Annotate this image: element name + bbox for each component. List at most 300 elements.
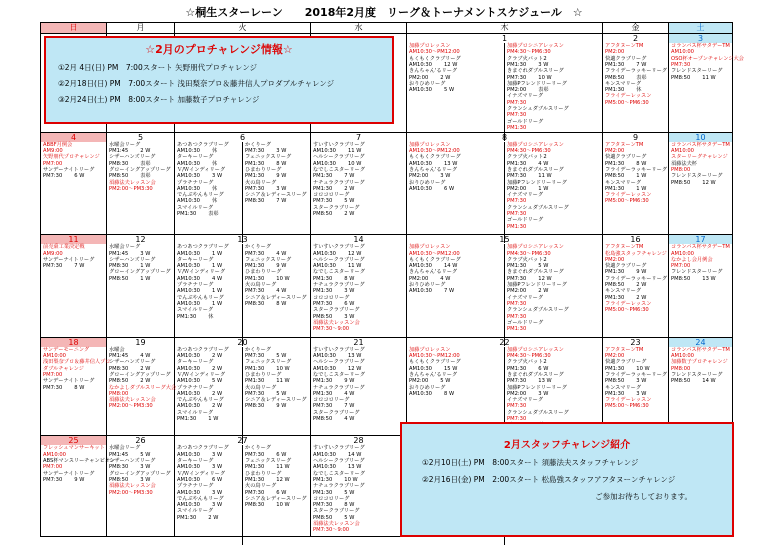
event-line: でんぷやんもリーグ [177,294,224,301]
event-line: AM10:30 4 W [177,275,223,282]
event-line: 須藤法夫レッスン会 [313,521,360,528]
event-line: コロコロリーグ [313,397,350,404]
event-line: シザーハンズリーグ [109,154,156,161]
event-line: キンスマリーグ [605,80,642,87]
event-line: ABBF月例会 [43,141,73,148]
event-line: PM7:30 5 W [313,198,355,205]
event-line: PM7:30 3 W [245,185,287,192]
thursday-columns [407,244,602,346]
pro-challenge-heading: ☆2月のプロチャレンジ情報☆ [145,43,293,56]
day-cell-sun [41,132,107,235]
event-line: プラチナリーグ [177,179,214,186]
event-line: フライデーレッスン [605,192,652,199]
event-line: PM8:30 8 W [245,300,287,307]
event-line: AM10:30 3 W [177,489,223,496]
event-line: ひまわりリーグ [245,166,282,173]
event-line: かくりーグ [245,445,271,452]
event-line: PM8:50 14 W [671,378,716,385]
event-line: なかよし会月例会 [671,256,713,263]
event-line: PM2:00〜PM3:30 [109,403,153,410]
tuesday-columns [175,347,310,445]
event-line: PM1:30 11 W [245,464,290,471]
event-line: スタークラブリーグ [313,204,360,211]
tuesday-right-column [242,142,310,244]
event-line: キンスマリーグ [605,384,642,391]
event-line: ヘルシークラブリーグ [313,256,365,263]
event-line: PM7:30 [507,112,527,119]
event-line: 加藤Pフレンドリーリーグ [507,384,567,391]
event-line: 快適クラブリーグ [605,359,647,366]
event-line: プラチナリーグ [177,384,214,391]
event-line: 水曜会リーグ [109,445,141,452]
event-line: PM2:00 2 W [409,74,451,81]
event-line: グローイングアップリーグ [109,470,171,477]
event-line: AM10:30 13 W [313,464,362,471]
day-cell-sun [41,436,116,537]
event-line: PM7:30 6 W [313,300,355,307]
event-line: PM1:30 5 W [507,263,549,270]
event-line: PM7:30 7 W [313,403,355,410]
event-line: フェニックスリーグ [245,458,292,465]
event-line: フライデーレッスン [605,397,652,404]
event-line: PM1:30 休 [177,313,214,320]
event-line: AM10:00 [43,353,66,360]
event-line: あつあつクラブリーグ [177,141,229,148]
event-line: おりひめリーグ [409,80,446,87]
event-line: でんぷやんもリーグ [177,495,224,502]
event-line: AM10:00 [671,49,694,56]
event-line: グローイングアップリーグ [109,269,171,276]
event-line: PM2:00 [605,49,625,56]
event-line: PM7:30 [507,416,527,423]
event-line: 加藤プロシニアレッスン [507,141,564,148]
event-line: スタークラブリーグ [313,409,360,416]
event-line: AM10:30 2 W [177,403,223,410]
event-line: ゴールドリーグ [507,118,544,125]
event-line: AM10:30 13 W [313,353,362,360]
event-line: Ｖ/Ｗインディリーグ [177,371,226,378]
event-line: 火の鳥リーグ [245,384,277,391]
event-line: PM1:30 2 W [313,185,355,192]
event-line: PM5:00〜PM6:30 [605,307,649,314]
day-cell-fri [603,235,669,338]
event-line: AM10:30 休 [177,160,218,167]
event-line: PM7:30 [507,403,527,410]
day-cell-sat [669,132,733,235]
event-line: AM10:30 休 [177,148,218,155]
event-line: AM10:00 [671,148,694,155]
event-line: PM8:50 表彰 [605,74,647,81]
event-line: 加藤プロシニアレッスン [507,244,564,251]
weekday-sat: 土 [669,23,733,34]
event-line: PM7:30 11 W [507,173,552,180]
event-line: PM1:30 1 W [605,185,647,192]
event-line: コランバス杯サタデーTM [671,244,730,251]
event-line: PM2:00 3 W [507,390,549,397]
event-line: PM1:30 6 W [507,365,549,372]
event-line: PM8:30 7 W [245,198,287,205]
pro-challenge-line: ③2月24日(土) PM 8:00スタート 加藤数子プロチャレンジ [58,95,260,104]
event-line: キンスマリーグ [605,179,642,186]
event-line: PM4:30〜PM6:30 [507,353,551,360]
event-line: フレンドスターリーグ [671,68,723,75]
event-line: なかよしダブルスリーグ大会 [109,384,177,391]
event-line: 快適クラブリーグ [605,55,647,62]
event-line: フェニックスリーグ [245,359,292,366]
event-line: おりひめリーグ [409,179,446,186]
event-line: PM8:50 5 W [313,514,355,521]
weekday-header-row [41,23,733,34]
event-line: PM1:30 [507,223,527,230]
thursday-left-column [407,244,504,346]
event-line: クラブ火バット2 [507,359,547,366]
day-number: 5 [137,132,144,142]
tuesday-right-column [242,347,310,445]
event-line: PM1:30 2 W [605,294,647,301]
event-line: きんちゃん'るリーグ [409,371,458,378]
event-line: 須藤法夫レッスン会 [313,319,360,326]
day-cell-wed [311,132,407,235]
event-line: AM10:30 3 W [177,464,223,471]
event-line: PM1:45 2 W [109,148,151,155]
event-line: フェニックスリーグ [245,256,292,263]
event-line: おりひめリーグ [409,384,446,391]
event-line: PM1:45 4 W [109,353,151,360]
event-line: 加藤プロレッスン [409,43,451,50]
event-line: サンデーモーニング [43,346,90,353]
thursday-columns [407,43,602,141]
event-line: PM4:30〜PM6:30 [507,250,551,257]
event-line: きんちゃん'るリーグ [409,269,458,276]
event-line: 加藤数子プロチャレンジ [671,359,728,366]
event-line: でんぷやんもリーグ [177,397,224,404]
tuesday-columns [175,244,310,346]
event-line: クラブ火バット2 [507,256,547,263]
event-line: PM8:50 13 W [671,275,716,282]
event-line: サンデーナイトリーグ [43,166,95,173]
event-line: PM2:00 1 W [507,185,549,192]
event-line: AM10:30 14 W [409,263,458,270]
event-line: おりひめリーグ [409,282,446,289]
event-line: ヘルシークラブリーグ [313,359,365,366]
event-line: もくもくクラブリーグ [409,154,461,161]
event-line: AM10:30〜PM12:00 [409,250,460,257]
event-line: PM7:30〜9:00 [313,326,350,333]
event-line: PM1:30 7 W [313,173,355,180]
event-line: アフタヌーンTM [605,141,644,148]
event-line: グローイングアップリーグ [109,371,171,378]
event-line: AM10:30 5 W [409,87,455,94]
day-number: 22 [499,337,510,347]
day-number: 8 [501,132,508,142]
event-line: AM9:00 [43,250,63,257]
event-line: AM10:30 15 W [409,365,458,372]
event-line: ナチュラクラブリーグ [313,179,365,186]
event-line: ひまわりリーグ [245,470,282,477]
event-line: PM7:30 8 W [43,384,85,391]
event-line: PM8:50 1 W [605,173,647,180]
event-line: でんぷやんもリーグ [177,192,224,199]
event-line: 加藤プロシニアレッスン [507,346,564,353]
day-cell-tue [175,337,311,436]
day-cell-tue [175,436,311,537]
event-line: イナズマリーグ [507,397,544,404]
event-line: PM2:00 3 W [409,173,451,180]
event-line: AM10:00 [43,451,66,458]
event-line: AM10:30〜PM12:00 [409,49,460,56]
event-line: AM10:30 13 W [409,160,458,167]
event-line: PM2:00 表彰 [507,87,549,94]
event-line: クラブ火バット2 [507,55,547,62]
thursday-columns [407,142,602,244]
event-line: PM5:00〜PM6:30 [605,198,649,205]
event-line: ヘルシークラブリーグ [313,458,365,465]
day-cell-thu [407,34,603,133]
event-line: AM10:30 11 W [313,148,362,155]
event-line: フレンドスターリーグ [671,371,723,378]
event-line: スマイルリーグ [177,204,214,211]
event-line: PM7:30 [671,61,691,68]
day-cell-fri [603,34,669,133]
event-line: AM10:30 休 [177,198,218,205]
day-cell-fri [603,132,669,235]
day-cell-tue [175,235,311,338]
event-line: AM10:30 14 W [313,451,362,458]
event-line: PM5:00〜PM6:30 [605,403,649,410]
event-line: AM10:30 2 W [177,365,223,372]
event-line: クランシュダブルスリーグ [507,204,569,211]
event-line: プラチナリーグ [177,282,214,289]
event-line: フレンドスターリーグ [671,173,723,180]
event-line: PM4:30〜PM6:30 [507,148,551,155]
event-line: かくりーグ [245,141,271,148]
event-line: フライデーラッキーリーグ [605,371,667,378]
day-number: 27 [237,436,248,446]
event-line: PM1:30 7 W [605,61,647,68]
pro-challenge-line: ②2月18日(日) PM 7:00スタート 浅田梨奈プロ＆藤井信人プロダブルチャレンジ [58,79,335,88]
event-line: スタークラブリーグ [313,307,360,314]
thursday-right-column [504,142,602,244]
event-line: コロコロリーグ [313,192,350,199]
event-line: AM10:30 6 W [177,476,223,483]
day-number: 10 [669,133,732,142]
event-line: イナズマリーグ [507,294,544,301]
event-line: AM10:30 6 W [409,185,455,192]
event-line: スマイルリーグ [177,307,214,314]
event-line: PM7:30 5 W [245,353,287,360]
event-line: フライデーレッスン [605,300,652,307]
tuesday-columns [175,142,310,244]
event-line: PM5:00〜PM6:30 [605,99,649,106]
event-line: なでしこスターリーグ [313,269,365,276]
day-cell-wed [311,235,407,338]
day-number: 11 [41,235,106,244]
event-line: 須藤法夫杯 [671,160,697,167]
day-cell-sat [669,34,744,133]
tuesday-left-column [175,347,242,445]
event-line: PM7:30 3 W [245,148,287,155]
event-line: PM1:30 3 W [507,61,549,68]
weekday-tue: 火 [175,23,311,34]
event-line: AM10:30〜PM12:00 [409,148,460,155]
event-line: 須藤法夫レッスン会 [109,397,156,404]
event-line: Ｖ/Ｗインディリーグ [177,470,226,477]
day-number: 19 [135,337,146,347]
event-line: ナチュラクラブリーグ [313,384,365,391]
event-line: AM10:30 1 W [177,300,223,307]
day-cell-mon [107,436,175,537]
tuesday-columns [175,445,310,545]
day-cell-sat [669,235,733,338]
event-line: コランバス杯サタデーTM [671,43,730,50]
event-line: ゴールドリーグ [507,319,544,326]
event-line: Ｖ/Ｗインディリーグ [177,269,226,276]
event-line: PM8:50 4 W [313,416,355,423]
day-number: 16 [630,235,641,245]
day-cell-thu [407,132,603,235]
event-line: PM8:00 [671,365,691,372]
day-number: 26 [135,436,146,446]
event-line: ゴールドリーグ [507,217,544,224]
day-number: 23 [630,337,641,347]
event-line: プラチナリーグ [177,483,214,490]
event-line: すいすいクラブリーグ [313,244,365,251]
event-line: コランバス杯サタデーTM [671,141,730,148]
weekday-wed: 水 [311,23,407,34]
event-line: クランシュダブルスリーグ [507,307,569,314]
event-line: PM7:30 7 W [43,263,85,270]
day-number: 15 [499,235,510,245]
event-line: PM2:00 4 W [409,275,451,282]
event-line: きまぐれダブルスリーグ [507,68,564,75]
day-cell-mon [107,337,175,436]
event-line: スマイルリーグ [177,508,214,515]
event-line: PM1:30 4 W [313,390,355,397]
day-cell-mon [107,132,175,235]
thursday-left-column [407,43,504,141]
event-line: PM8:30 2 W [109,365,151,372]
event-line: なでしこスターリーグ [313,470,365,477]
event-line: PM1:30 8 W [313,275,355,282]
event-line: 加藤Pフレンドリーリーグ [507,80,567,87]
event-line: PM2:00〜PM3:30 [109,185,153,192]
day-number: 21 [353,337,364,347]
event-line: PM8:50 表彰 [109,173,151,180]
staff-challenge-heading: 2月スタッフチャレンジ紹介 [503,440,631,451]
event-line: PM2:00 2 W [507,288,549,295]
event-line: フレンドスターリーグ [671,269,723,276]
pro-challenge-info-box [44,36,394,124]
event-line: PM2:00 [605,353,625,360]
schedule-title: ☆桐生スターレーン 2018年2月度 リーグ＆トーナメントスケジュール ☆ [185,6,583,19]
event-line: 加藤プロレッスン [409,346,451,353]
event-line: シザーハンズリーグ [109,458,156,465]
week-row [41,132,733,235]
event-line: 加藤Pフレンドリーリーグ [507,282,567,289]
event-line: フレッシュマンサーキット [43,445,105,452]
event-line: 松島強スタッフチャレンジ [605,250,667,257]
event-line: PM1:45 5 W [109,451,151,458]
event-line: PM1:30 4 W [507,160,549,167]
event-line: PM8:30 3 W [109,464,151,471]
event-line: PM1:30 10 W [245,275,290,282]
event-line: 加藤プロシニアレッスン [507,43,564,50]
event-line: PM7:30 6 W [43,173,85,180]
thursday-right-column [504,244,602,346]
event-line: PM2:00 5 W [409,378,451,385]
event-line: PM8:50 2 W [605,282,647,289]
event-line: きんちゃん'るリーグ [409,68,458,75]
event-line: 快適クラブリーグ [605,154,647,161]
day-number: 12 [135,235,146,245]
day-number: 13 [237,235,248,245]
event-line: アフタヌーンTM [605,43,644,50]
event-line: AM10:30 5 W [177,378,223,385]
day-cell-sun [41,235,107,338]
event-line: PM1:30 10 W [245,365,290,372]
staff-challenge-line: ②2月16日(金) PM 2:00スタート 松島強スタッフアフタヌーンチャレンジ [422,475,676,484]
event-line: PM1:30 9 W [245,173,287,180]
event-line: AM10:30 1 W [177,250,223,257]
day-number: 2 [632,34,639,44]
event-line: PM7:30 10 W [507,74,552,81]
day-cell-thu [407,235,603,338]
event-line: PM1:30 [507,124,527,131]
event-line: かくりーグ [245,346,271,353]
day-number: 28 [353,436,364,446]
event-line: 火の鳥リーグ [245,282,277,289]
day-number: 25 [41,436,106,445]
tuesday-left-column [175,142,242,244]
event-line: PM7:30〜9:00 [313,527,350,534]
event-line: コランバス杯サタデーTM [671,346,730,353]
day-number: 18 [41,338,106,347]
day-cell-wed [311,436,407,537]
event-line: PM8:50 3 W [605,378,647,385]
event-line: PM8:50 3 W [313,313,355,320]
event-line: 前売乗工業決定戦 [43,244,85,251]
event-line: AM10:30 12 W [313,365,362,372]
event-line: PM1:30 休 [605,87,642,94]
day-cell-mon [107,235,175,338]
day-cell-tue [175,132,311,235]
event-line: ひまわりリーグ [245,269,282,276]
event-line: 火の鳥リーグ [245,483,277,490]
event-line: PM8:50 1 W [109,275,151,282]
event-line: PM7:30 [507,99,527,106]
event-line: AM10:30 12 W [409,61,458,68]
event-line: AM10:30 10 W [313,160,362,167]
event-line: きまぐれダブルスリーグ [507,371,564,378]
event-line: クランシュダブルスリーグ [507,409,569,416]
thursday-left-column [407,142,504,244]
event-line: 須藤法夫レッスン会 [109,179,156,186]
event-line: AM10:30 3 W [177,173,223,180]
weekday-thu: 木 [407,23,603,34]
event-line: OSO杯オープンチャレンジ大会 [671,55,744,62]
event-line: PM7:30 [507,210,527,217]
event-line: ターキーリーグ [177,359,214,366]
event-line: 加藤プロレッスン [409,141,451,148]
event-line: PM7:00 [43,160,63,167]
event-line: ダブルチャレンジ [43,365,84,372]
event-line: AM10:30 12 W [313,250,362,257]
day-number: 17 [669,235,732,244]
event-line: AM10:30 11 W [313,263,362,270]
event-line: PM7:30 6 W [245,451,287,458]
event-line: PM7:00 [671,263,691,270]
event-line: PM7:30 [507,313,527,320]
